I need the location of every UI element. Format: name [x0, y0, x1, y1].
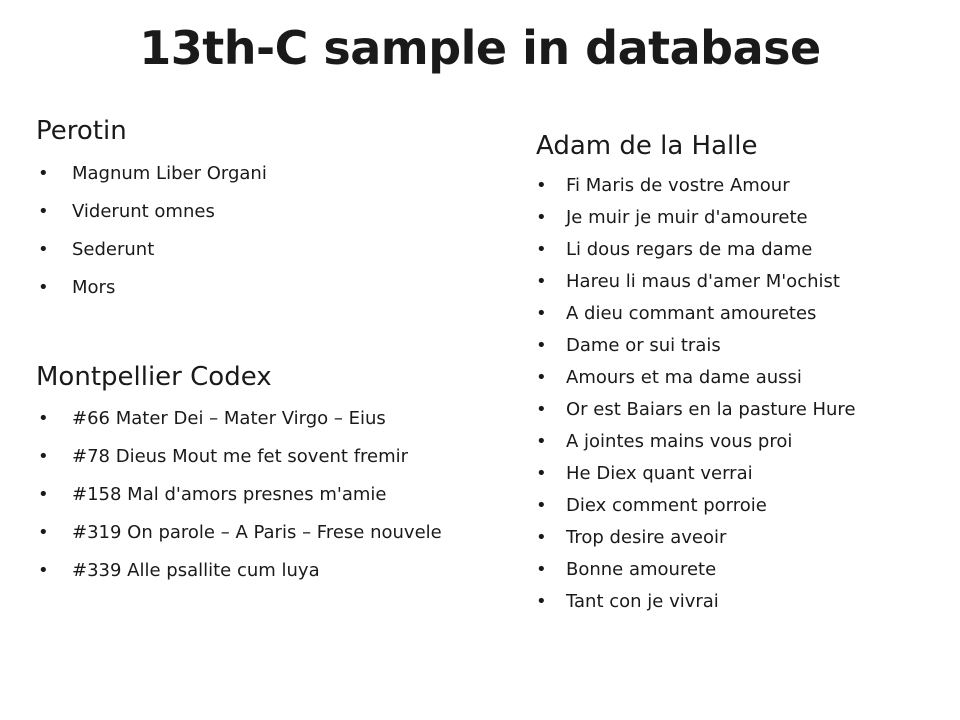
- bullet-icon: •: [536, 399, 547, 420]
- list-item-text: Mors: [72, 277, 116, 298]
- list-item: [38, 480, 482, 510]
- bullet-icon: •: [38, 484, 49, 505]
- bullet-icon: •: [38, 277, 49, 298]
- list-item-text: Diex comment porroie: [566, 495, 767, 516]
- section-heading-montpellier-codex: Montpellier Codex: [36, 362, 272, 392]
- list-item: [536, 299, 856, 331]
- list-item: [536, 203, 856, 235]
- list-item-text: Bonne amourete: [566, 559, 717, 580]
- list-item-text: #319 On parole – A Paris – Frese nouvele: [72, 522, 442, 543]
- list-item: [536, 555, 856, 587]
- perotin-list: [38, 159, 267, 311]
- list-item-text: He Diex quant verrai: [566, 463, 753, 484]
- list-item-text: Viderunt omnes: [72, 201, 215, 222]
- bullet-icon: •: [38, 522, 49, 543]
- bullet-icon: •: [38, 560, 49, 581]
- bullet-icon: •: [536, 591, 547, 612]
- bullet-icon: •: [536, 335, 547, 356]
- list-item: [38, 404, 482, 434]
- bullet-icon: •: [536, 495, 547, 516]
- bullet-icon: •: [38, 446, 49, 467]
- bullet-icon: •: [536, 559, 547, 580]
- list-item: [38, 518, 482, 548]
- slide-title: 13th-C sample in database: [139, 21, 821, 75]
- bullet-icon: •: [536, 271, 547, 292]
- list-item-text: Dame or sui trais: [566, 335, 721, 356]
- list-item-text: Trop desire aveoir: [566, 527, 727, 548]
- list-item-text: Tant con je vivrai: [566, 591, 719, 612]
- list-item-text: #158 Mal d'amors presnes m'amie: [72, 484, 387, 505]
- list-item-text: Magnum Liber Organi: [72, 163, 267, 184]
- list-item-text: Hareu li maus d'amer M'ochist: [566, 271, 840, 292]
- list-item-text: A jointes mains vous proi: [566, 431, 793, 452]
- list-item-text: #78 Dieus Mout me fet sovent fremir: [72, 446, 409, 467]
- bullet-icon: •: [536, 207, 547, 228]
- list-item: [38, 556, 482, 586]
- adam-de-la-halle-list: [536, 171, 856, 619]
- list-item-text: Fi Maris de vostre Amour: [566, 175, 790, 196]
- list-item: [536, 363, 856, 395]
- bullet-icon: •: [38, 201, 49, 222]
- list-item: [536, 171, 856, 203]
- bullet-icon: •: [536, 463, 547, 484]
- list-item: [536, 491, 856, 523]
- list-item: [536, 523, 856, 555]
- list-item-text: Amours et ma dame aussi: [566, 367, 802, 388]
- bullet-icon: •: [536, 527, 547, 548]
- list-item: [536, 459, 856, 491]
- bullet-icon: •: [38, 239, 49, 260]
- bullet-icon: •: [38, 163, 49, 184]
- list-item-text: Je muir je muir d'amourete: [566, 207, 808, 228]
- list-item: [536, 587, 856, 619]
- section-heading-perotin: Perotin: [36, 116, 127, 146]
- list-item: [536, 395, 856, 427]
- list-item: [536, 267, 856, 299]
- bullet-icon: •: [38, 408, 49, 429]
- list-item: [38, 197, 267, 235]
- list-item: [38, 273, 267, 311]
- list-item: [536, 331, 856, 363]
- list-item-text: A dieu commant amouretes: [566, 303, 817, 324]
- section-heading-adam-de-la-halle: Adam de la Halle: [536, 131, 758, 161]
- list-item: [38, 235, 267, 273]
- bullet-icon: •: [536, 367, 547, 388]
- list-item: [38, 159, 267, 197]
- list-item: [38, 442, 482, 472]
- list-item-text: #66 Mater Dei – Mater Virgo – Eius: [72, 408, 386, 429]
- list-item: [536, 427, 856, 459]
- list-item: [536, 235, 856, 267]
- bullet-icon: •: [536, 175, 547, 196]
- bullet-icon: •: [536, 303, 547, 324]
- list-item-text: Li dous regars de ma dame: [566, 239, 813, 260]
- montpellier-codex-list: [38, 404, 482, 594]
- list-item-text: Sederunt: [72, 239, 155, 260]
- list-item-text: #339 Alle psallite cum luya: [72, 560, 320, 581]
- bullet-icon: •: [536, 239, 547, 260]
- list-item-text: Or est Baiars en la pasture Hure: [566, 399, 856, 420]
- bullet-icon: •: [536, 431, 547, 452]
